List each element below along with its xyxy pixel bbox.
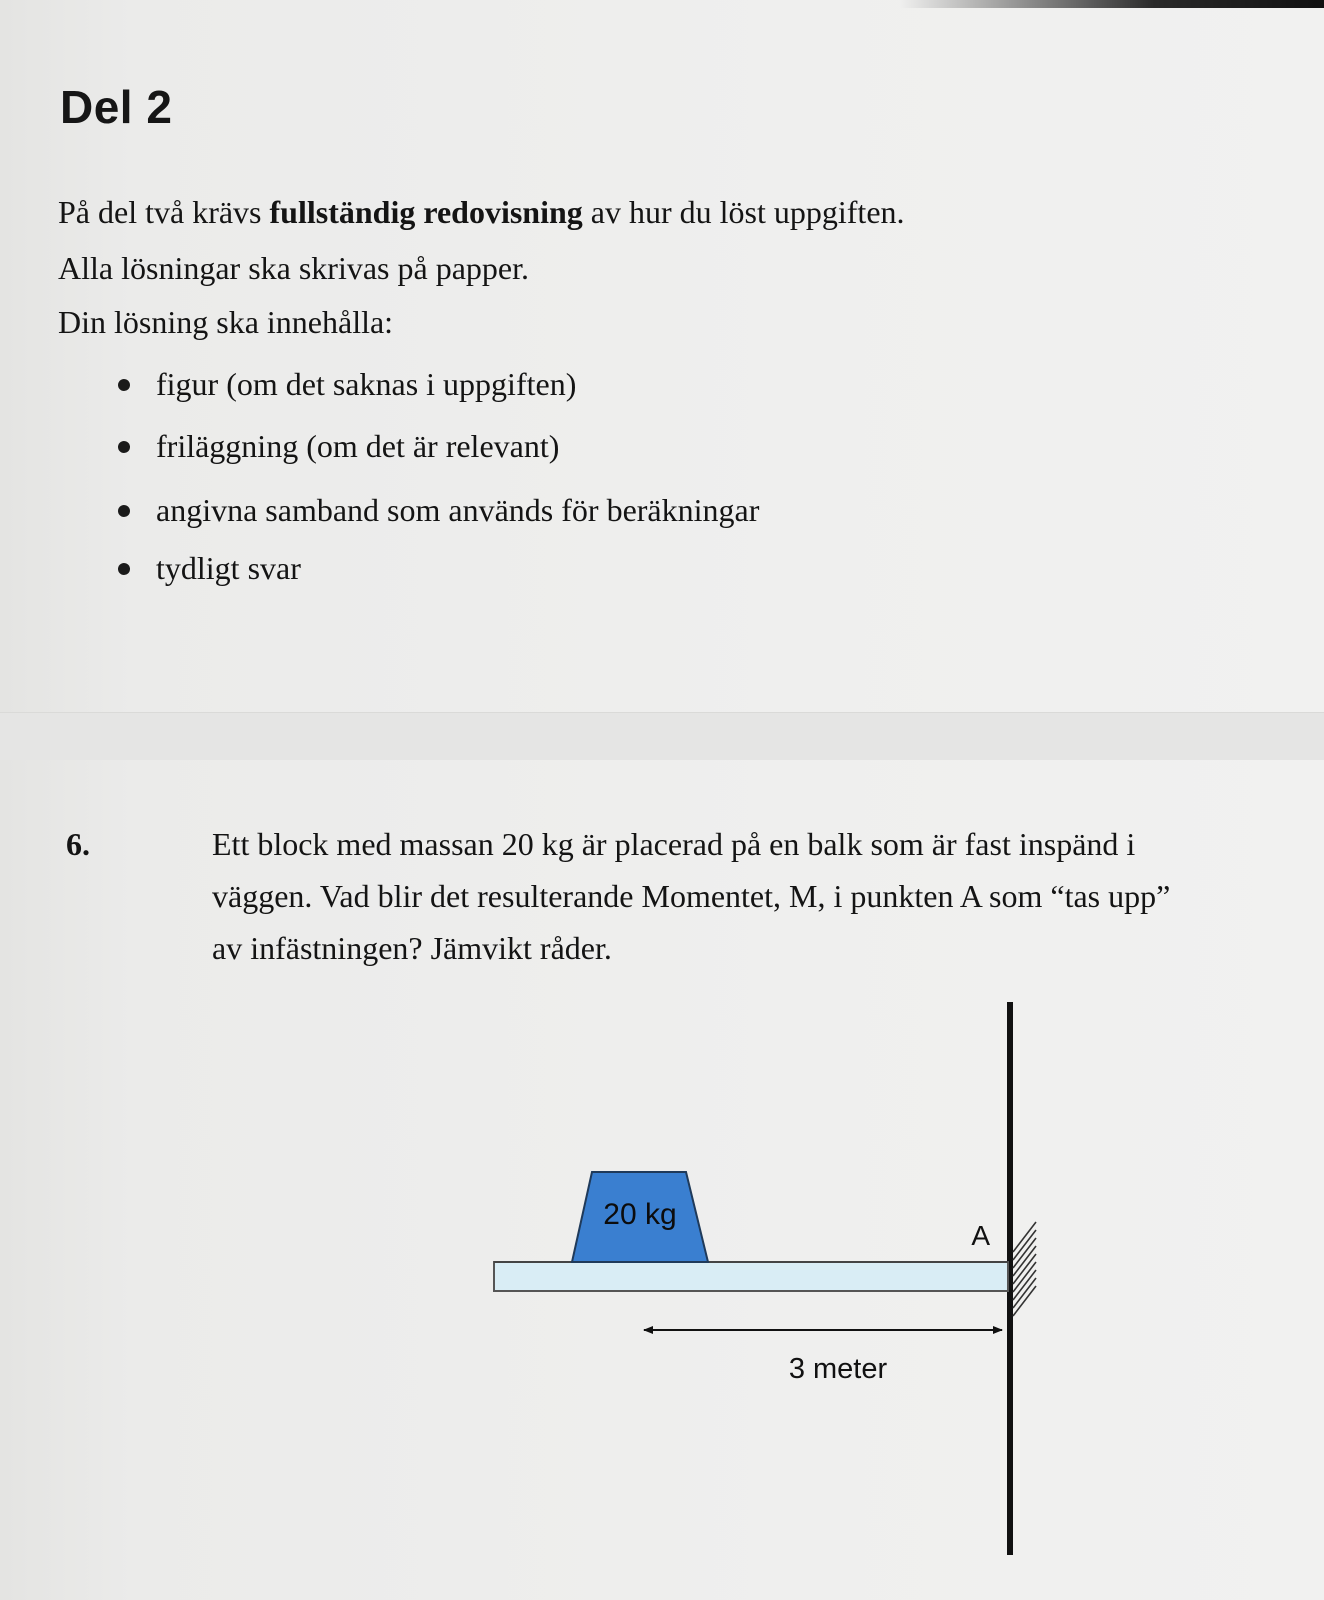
question-line: Ett block med massan 20 kg är placerad på en balk som är fast inspänd i [212, 826, 1136, 862]
block-label: 20 kg [603, 1198, 677, 1231]
bullet-icon [118, 505, 130, 517]
instruction-line-2: Alla lösningar ska skrivas på papper. [58, 250, 529, 286]
distance-label: 3 meter [788, 1353, 888, 1385]
wall-hatch-icon [1013, 1222, 1036, 1316]
list-item: figur (om det saknas i uppgiften) [118, 366, 576, 403]
instruction-line-3: Din lösning ska innehålla: [58, 304, 394, 340]
beam-figure [480, 1000, 1040, 1560]
question-line: väggen. Vad blir det resulterande Momentet, M, i punkten A som “tas upp” [212, 878, 1171, 914]
screen-edge-shadow [900, 0, 1324, 8]
question-line: av infästningen? Jämvikt råder. [212, 930, 612, 966]
section-divider [0, 712, 1324, 760]
list-item: angivna samband som används för beräkningar [118, 492, 759, 529]
list-item: tydligt svar [118, 550, 301, 587]
instruction-line-1: På del två krävs fullständig redovisning av hur du löst uppgiften. [58, 194, 905, 230]
divider-line [0, 712, 1324, 713]
bullet-icon [118, 563, 130, 575]
question-number: 6. [66, 826, 90, 862]
bullet-icon [118, 379, 130, 391]
section-heading: Del 2 [60, 81, 173, 133]
beam [494, 1262, 1008, 1291]
point-a-label: A [971, 1220, 990, 1251]
bullet-icon [118, 441, 130, 453]
list-item: friläggning (om det är relevant) [118, 428, 559, 465]
emphasis-text: fullständig redovisning [269, 194, 583, 230]
